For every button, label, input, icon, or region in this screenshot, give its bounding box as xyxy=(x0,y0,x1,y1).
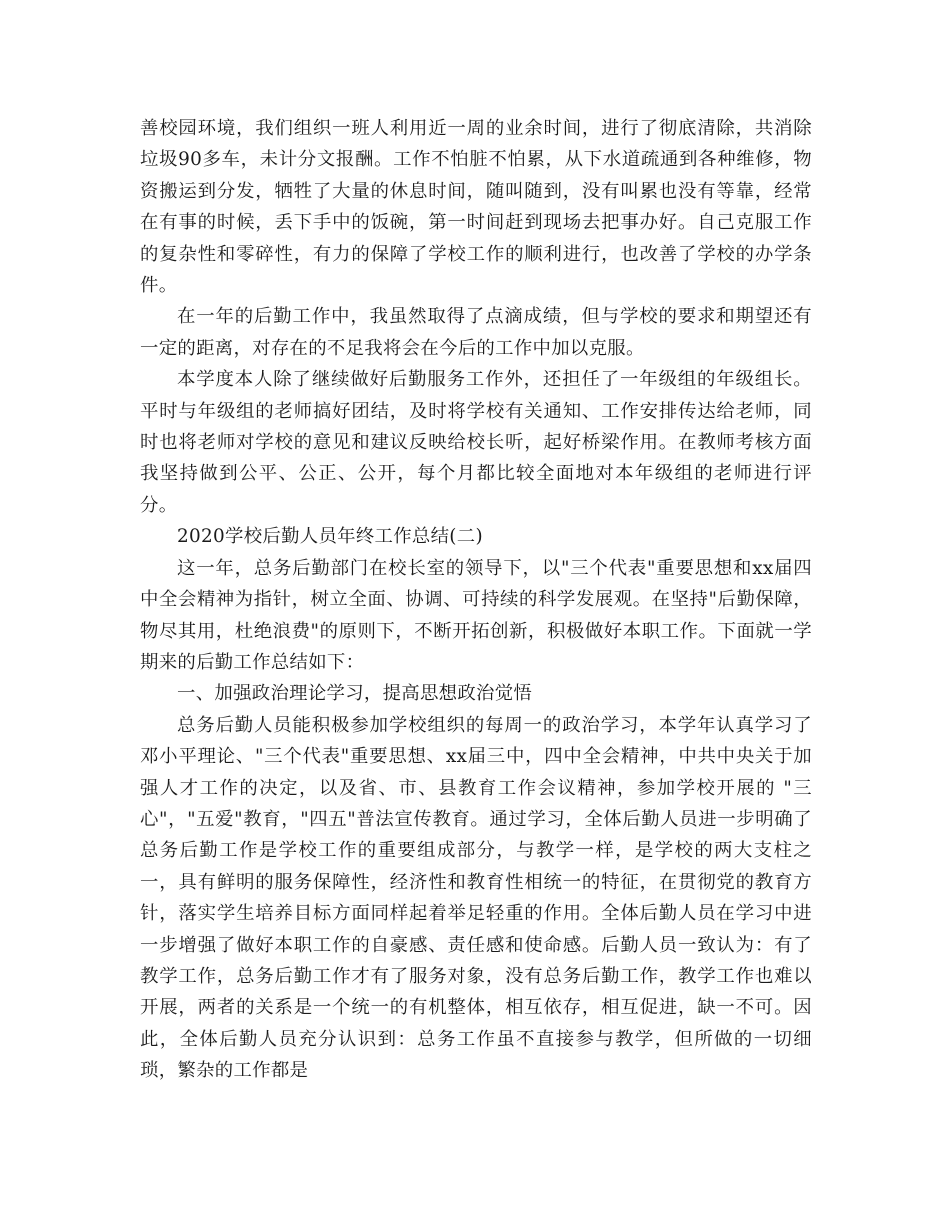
paragraph-continuation: 善校园环境，我们组织一班人利用近一周的业余时间，进行了彻底清除，共消除垃圾90多车，未计分文报酬。工作不怕脏不怕累，从下水道疏通到各种维修，物资搬运到分发，牺牲了大量的休息时间，随叫随到，没有叫累也没有等靠，经常在有事的时候，丢下手中的饭碗，第一时间赶到现场去把事办好。自己克服工作的复杂性和零碎性，有力的保障了学校工作的顺利进行，也改善了学校的办学条件。 xyxy=(140,118,812,297)
paragraph-summary-shortcomings: 在一年的后勤工作中，我虽然取得了点滴成绩，但与学校的要求和期望还有一定的距离，对存在的不足我将会在今后的工作中加以克服。 xyxy=(140,306,812,359)
paragraph-intro: 这一年，总务后勤部门在校长室的领导下，以"三个代表"重要思想和xx届四中全会精神为指针，树立全面、协调、可持续的科学发展观。在坚持"后勤保障，物尽其用，杜绝浪费"的原则下，不断开拓创新，积极做好本职工作。下面就一学期来的后勤工作总结如下： xyxy=(140,557,812,673)
section-title: 2020学校后勤人员年终工作总结(二) xyxy=(177,526,483,548)
document-body xyxy=(140,113,812,1087)
paragraph-grade-leader: 本学度本人除了继续做好后勤服务工作外，还担任了一年级组的年级组长。平时与年级组的老师搞好团结，及时将学校有关通知、工作安排传达给老师，同时也将老师对学校的意见和建议反映给校长听，起好桥梁作用。在教师考核方面我坚持做到公平、公正、公开，每个月都比较全面地对本年级组的老师进行评分。 xyxy=(140,369,812,516)
section-heading-one: 一、加强政治理论学习，提高思想政治觉悟 xyxy=(177,683,533,705)
paragraph-political-study: 总务后勤人员能积极参加学校组织的每周一的政治学习，本学年认真学习了邓小平理论、"三个代表"重要思想、xx届三中，四中全会精神，中共中央关于加强人才工作的决定，以及省、市、县教育工作会议精神，参加学校开展的 "三心"，"五爱"教育，"四五"普法宣传教育。通过学习，全体后勤人员进一步明确了总务后勤工作是学校工作的重要组成部分，与教学一样，是学校的两大支柱之一，具有鲜明的服务保障性，经济性和教育性相统一的特征，在贯彻党的教育方针，落实学生培养目标方面同样起着举足轻重的作用。全体后勤人员在学习中进一步增强了做好本职工作的自豪感、责任感和使命感。后勤人员一致认为：有了教学工作，总务后勤工作才有了服务对象，没有总务后勤工作，教学工作也难以开展，两者的关系是一个统一的有机整体，相互依存，相互促进，缺一不可。因此，全体后勤人员充分认识到：总务工作虽不直接参与教学，但所做的一切细琐，繁杂的工作都是 xyxy=(140,714,812,1082)
